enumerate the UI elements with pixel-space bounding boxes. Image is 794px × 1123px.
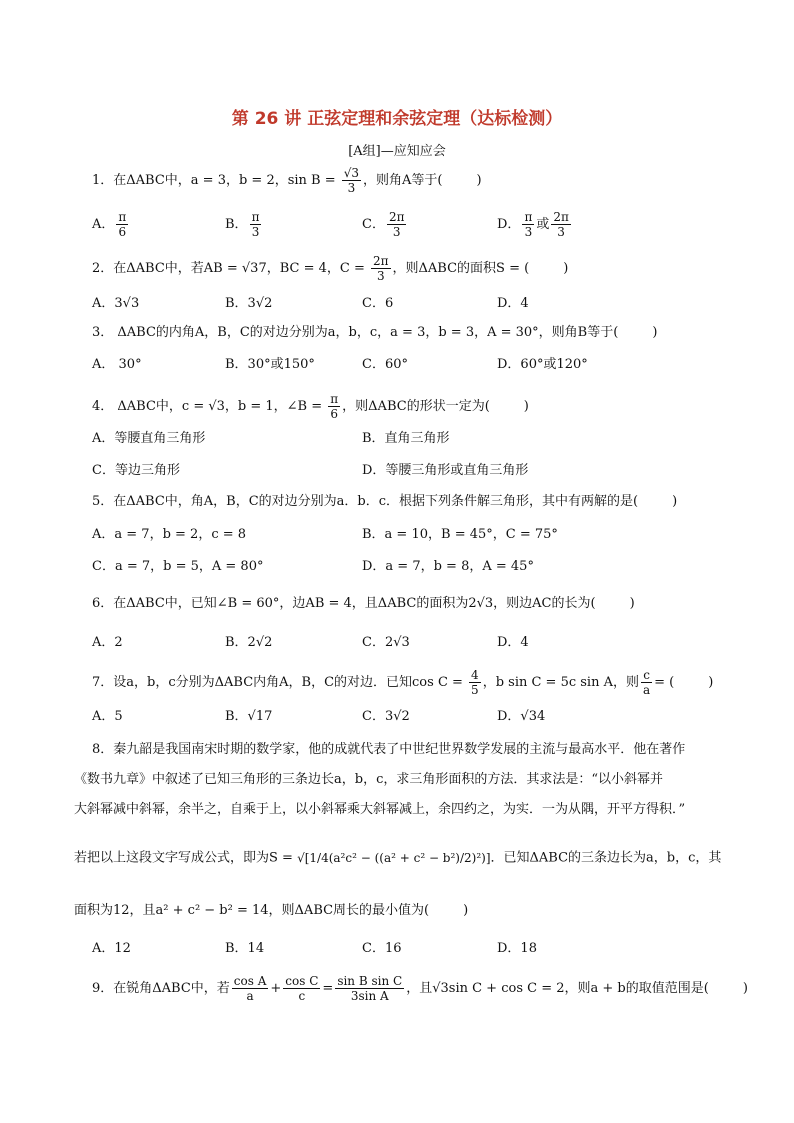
heron-formula: √[1/4(a²c² − ((a² + c² − b²)/2)²)] <box>297 851 491 865</box>
q5-option-c: C．a = 7，b = 5，A = 80° <box>92 559 264 574</box>
q4-option-c: C．等边三角形 <box>92 463 180 478</box>
q6-option-d: D．4 <box>497 635 529 650</box>
q7-option-d: D．√34 <box>497 709 546 724</box>
q8-option-c: C．16 <box>362 941 402 956</box>
q4-option-a: A．等腰直角三角形 <box>92 431 206 446</box>
q5-option-b: B．a = 10，B = 45°，C = 75° <box>362 527 558 542</box>
page-title: 第 26 讲 正弦定理和余弦定理（达标检测） <box>231 109 563 129</box>
question-2: 2．在ΔABC中，若AB = √37，BC = 4，C = $\frac{2\pi}{3}$ ，则ΔABC的面积S = ( ) <box>92 254 569 283</box>
q1-option-a: A． $\frac{\pi}{6}$ <box>92 210 127 239</box>
q6-option-a: A．2 <box>92 635 123 650</box>
question-8-line-4: 若把以上这段文字写成公式，即为S = √[1/4(a²c² − ((a² + c² − b²)/2)²)]．已知ΔABC的三条边长为a，b，c，其 <box>74 850 722 866</box>
q3-option-b: B．30°或150° <box>225 357 315 372</box>
q6-option-b: B．2√2 <box>225 635 273 650</box>
q8-option-d: D．18 <box>497 941 537 956</box>
question-1: 1．在ΔABC中，a = 3，b = 2，sin B = $\frac{√3}{3}$ ，则角A等于( ) <box>92 166 482 195</box>
question-8-line-1: 8．秦九韶是我国南宋时期的数学家，他的成就代表了中世纪世界数学发展的主流与最高水平．他在著作 <box>92 742 686 757</box>
question-9: 9．在锐角ΔABC中，若 $\frac{\text{cos A}}{a}$ + $\frac{\text{cos C}}{c}$ = $\frac{\text{sin B sin C}}{\text{3sin A}}$ ，且√3sin C + cos C = 2，则a + b的取值范围是( ) <box>92 974 748 1003</box>
question-8-line-2: 《数书九章》中叙述了已知三角形的三条边长a，b，c，求三角形面积的方法．其求法是：“以小斜幂并 <box>74 772 663 787</box>
q1-option-d: D． $\frac{\pi}{3}$ 或 $\frac{2\pi}{3}$ <box>497 210 569 239</box>
q5-option-d: D．a = 7，b = 8，A = 45° <box>362 559 534 574</box>
q7-option-b: B．√17 <box>225 709 273 724</box>
question-6: 6．在ΔABC中，已知∠B = 60°，边AB = 4，且ΔABC的面积为2√3，则边AC的长为( ) <box>92 596 635 611</box>
q2-option-a: A．3√3 <box>92 296 140 311</box>
q7-option-a: A．5 <box>92 709 123 724</box>
q8-option-b: B．14 <box>225 941 265 956</box>
q2-option-d: D．4 <box>497 296 529 311</box>
q7-option-c: C．3√2 <box>362 709 410 724</box>
q3-option-d: D．60°或120° <box>497 357 588 372</box>
q1-option-c: C． $\frac{2\pi}{3}$ <box>362 210 405 239</box>
q6-option-c: C．2√3 <box>362 635 410 650</box>
question-8-line-5: 面积为12，且a² + c² − b² = 14，则ΔABC周长的最小值为( ) <box>74 903 469 918</box>
question-4: 4． ΔABC中，c = √3，b = 1，∠B = $\frac{\pi}{6}$ ，则ΔABC的形状一定为( ) <box>92 392 529 421</box>
question-3: 3． ΔABC的内角A，B，C的对边分别为a，b，c，a = 3，b = 3，A = 30°，则角B等于( ) <box>92 325 658 340</box>
q3-option-a: A． 30° <box>92 357 142 372</box>
q1-option-b: B． $\frac{\pi}{3}$ <box>225 210 260 239</box>
q2-option-b: B．3√2 <box>225 296 273 311</box>
group-label: [A组]—应知应会 <box>348 144 446 159</box>
fraction: $\frac{√3}{3}$ <box>343 166 360 195</box>
question-8-line-3: 大斜幂减中斜幂，余半之，自乘于上，以小斜幂乘大斜幂减上，余四约之，为实．一为从隅，开平方得积．” <box>74 802 686 817</box>
q4-option-d: D．等腰三角形或直角三角形 <box>362 463 529 478</box>
question-7: 7．设a，b，c分别为ΔABC内角A，B，C的对边．已知cos C = $\frac{4}{5}$ ，b sin C = 5c sin A，则 $\frac{c}{a}$ = ( ) <box>92 668 714 697</box>
q8-option-a: A．12 <box>92 941 131 956</box>
q2-option-c: C．6 <box>362 296 394 311</box>
question-5: 5．在ΔABC中，角A，B，C的对边分别为a．b．c．根据下列条件解三角形，其中有两解的是( ) <box>92 494 678 509</box>
q4-option-b: B．直角三角形 <box>362 431 450 446</box>
q3-option-c: C．60° <box>362 357 408 372</box>
q5-option-a: A．a = 7，b = 2，c = 8 <box>92 527 247 542</box>
